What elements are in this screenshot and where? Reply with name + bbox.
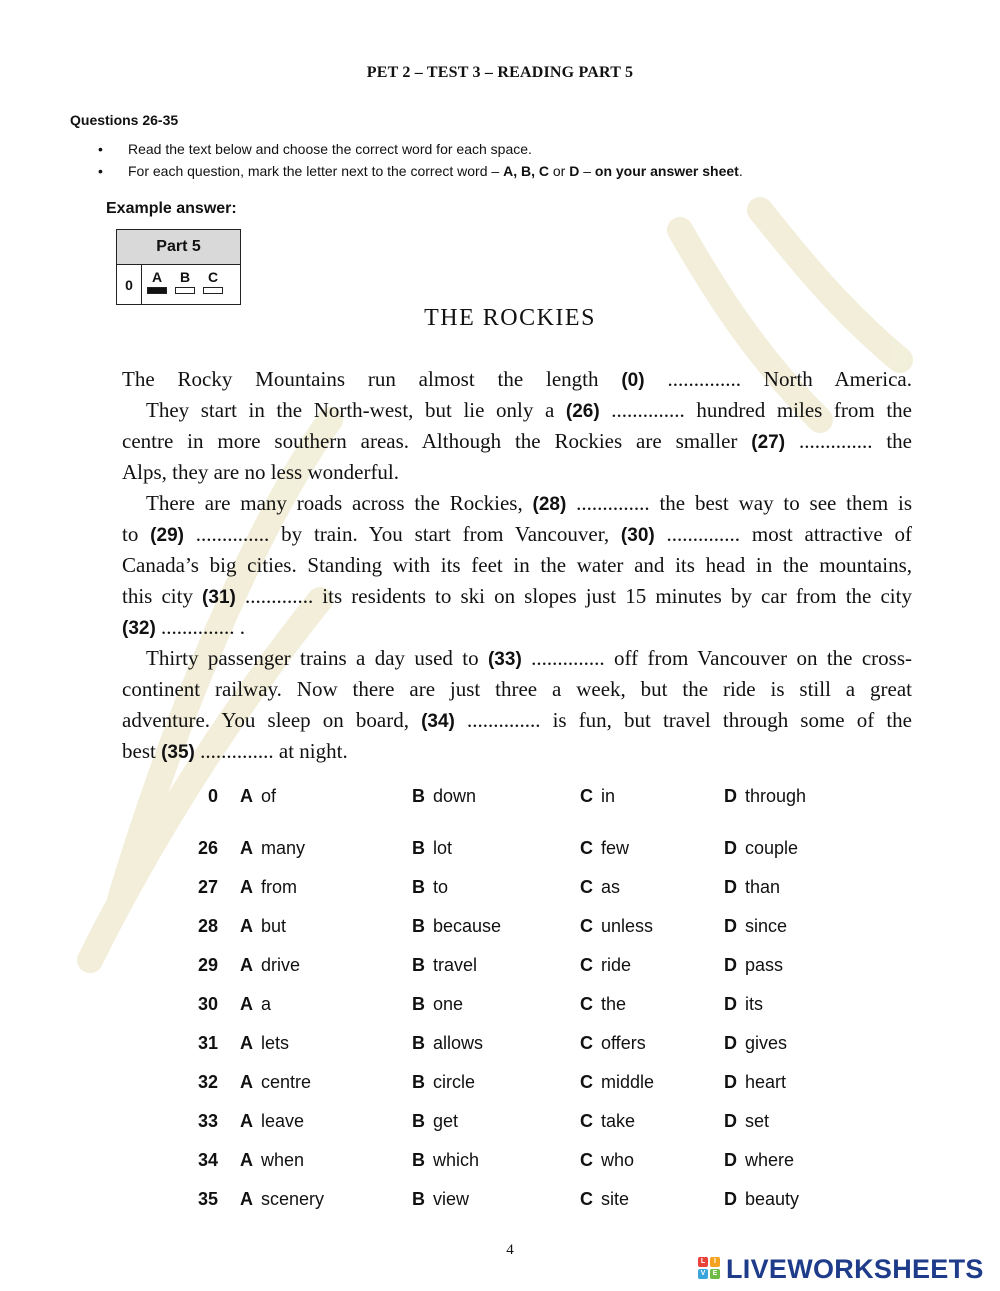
line-text: The Rocky Mountains run almost the length [122,367,622,391]
option-d[interactable] [724,877,780,898]
question-number: 0 [207,786,218,806]
passage-line [122,395,912,426]
instruction-item [98,140,743,162]
option-word: scenery [261,1189,325,1209]
option-b[interactable] [412,1150,479,1171]
option-letter: D [724,1033,737,1053]
option-a[interactable] [240,877,297,898]
option-word: leave [261,1111,305,1131]
question-number: 35 [197,1189,218,1209]
option-d[interactable] [724,838,798,859]
line-text: They start in the North-west, but lie only a [146,398,566,422]
option-word: when [261,1150,305,1170]
option-word: set [745,1111,770,1131]
gap-number: (26) [565,401,600,422]
gap-number: (35) [161,742,195,763]
question-number: 32 [197,1072,218,1092]
option-word: few [601,838,630,858]
option-a[interactable] [240,1111,304,1132]
option-letter: A [240,994,253,1014]
instruction-text: – [579,163,595,179]
option-letter: A [240,838,253,858]
option-d[interactable] [724,916,787,937]
instruction-text: . [738,163,743,179]
option-letter: B [412,1189,425,1209]
example-option-b: B [179,269,191,285]
option-word: get [433,1111,459,1131]
option-word: couple [745,838,799,858]
option-letter: B [412,1072,425,1092]
example-answer-box [116,229,241,305]
option-letter: A [240,916,253,936]
option-letter: D [724,994,737,1014]
option-letter: C [580,786,593,806]
option-word: many [261,838,306,858]
line-text: .............. . [155,615,246,639]
option-c[interactable] [580,955,631,976]
option-word: because [433,916,502,936]
option-b[interactable] [412,1072,475,1093]
option-c[interactable] [580,1189,629,1210]
instructions-list [98,140,743,184]
instruction-text: Read the text below and choose the correct word for each space. [128,141,532,157]
passage-text [122,364,912,767]
option-b[interactable] [412,838,452,859]
line-text: this city [122,584,203,608]
bullet-icon: • [98,163,103,179]
option-word: its [745,994,763,1014]
option-letter: C [580,1072,593,1092]
example-label: Example answer: [106,200,237,217]
option-letter: D [724,1189,737,1209]
option-a[interactable] [240,1072,311,1093]
option-letter: A [240,955,253,975]
instruction-bold: A, B, C [503,163,549,179]
question-number: 28 [197,916,218,936]
option-letter: A [240,1111,253,1131]
option-word: lot [433,838,453,858]
gap-number: (30) [620,525,655,546]
option-letter: D [724,838,737,858]
line-text: .............. at night. [194,739,348,763]
logo-icon: L I V E [698,1257,724,1283]
option-word: in [601,786,616,806]
option-b[interactable] [412,955,477,976]
gap-number: (28) [532,494,567,515]
option-letter: B [412,994,425,1014]
passage-line [122,519,912,550]
option-letter: D [724,1111,737,1131]
option-word: where [745,1150,795,1170]
line-text: .............. North America. [644,367,912,391]
gap-number: (31) [202,587,236,608]
example-number: 0 [117,265,142,305]
option-word: view [433,1189,470,1209]
line-text: .............. the [785,429,913,453]
option-d[interactable] [724,1072,786,1093]
option-letter: C [580,877,593,897]
option-letter: B [412,1033,425,1053]
gap-number: (34) [421,711,455,732]
passage-line [122,550,912,581]
option-row [0,786,1000,814]
option-row [0,916,1000,944]
option-a[interactable] [240,994,271,1015]
passage-line [122,457,912,488]
gap-number: (33) [487,649,522,670]
option-row [0,1072,1000,1100]
option-a[interactable] [240,1033,289,1054]
passage-line [122,426,912,457]
answer-mark-c[interactable] [203,287,223,294]
question-number: 33 [197,1111,218,1131]
passage-line [122,612,912,643]
option-word: circle [433,1072,476,1092]
option-b[interactable] [412,786,476,807]
passage-line [122,736,912,767]
option-letter: C [580,1111,593,1131]
passage-title: THE ROCKIES [424,305,596,331]
option-c[interactable] [580,994,626,1015]
option-row [0,1150,1000,1178]
question-number: 27 [197,877,218,897]
bullet-icon: • [98,141,103,157]
option-word: which [433,1150,480,1170]
gap-number: (32) [122,618,156,639]
option-word: since [745,916,788,936]
option-word: centre [261,1072,312,1092]
passage-line [122,674,912,705]
line-text: centre in more southern areas. Although the Rockies are smaller [122,429,752,453]
option-letter: A [240,1072,253,1092]
option-row [0,838,1000,866]
option-c[interactable] [580,1150,634,1171]
passage-line [122,643,912,674]
option-letter: B [412,1111,425,1131]
answer-mark-b[interactable] [175,287,195,294]
option-letter: D [724,955,737,975]
line-text: There are many roads across the Rockies, [146,491,533,515]
passage-line [122,705,912,736]
option-b[interactable] [412,1111,458,1132]
option-word: gives [745,1033,788,1053]
option-word: take [601,1111,636,1131]
line-text: Thirty passenger trains a day used to [146,646,488,670]
option-d[interactable] [724,1111,769,1132]
option-word: who [601,1150,635,1170]
option-letter: A [240,877,253,897]
question-number: 29 [197,955,218,975]
line-text: continent railway. Now there are just three a week, but the ride is still a great [122,677,912,701]
option-c[interactable] [580,1111,635,1132]
option-a[interactable] [240,955,300,976]
option-a[interactable] [240,838,305,859]
option-row [0,955,1000,983]
option-letter: D [724,1072,737,1092]
option-b[interactable] [412,1189,469,1210]
option-word: down [433,786,477,806]
option-a[interactable] [240,916,286,937]
option-c[interactable] [580,1033,646,1054]
option-letter: C [580,1033,593,1053]
option-word: unless [601,916,654,936]
line-text: ............. its residents to ski on slopes just 15 minutes by car from the city [235,584,912,608]
brand-name: LIVEWORKSHEETS [726,1254,984,1284]
option-d[interactable] [724,786,806,807]
line-text: adventure. You sleep on board, [122,708,422,732]
option-d[interactable] [724,1033,787,1054]
option-row [0,1033,1000,1061]
option-word: ride [601,955,632,975]
line-text: .............. off from Vancouver on the cross- [521,646,912,670]
option-letter: C [580,838,593,858]
option-row [0,1111,1000,1139]
option-word: from [261,877,297,897]
option-letter: C [580,1150,593,1170]
option-letter: D [724,1150,737,1170]
example-option-c: C [207,269,219,285]
option-b[interactable] [412,1033,483,1054]
option-a[interactable] [240,1189,324,1210]
option-letter: B [412,877,425,897]
question-number: 26 [197,838,218,858]
option-b[interactable] [412,877,448,898]
option-c[interactable] [580,877,620,898]
option-word: heart [745,1072,787,1092]
option-letter: B [412,786,425,806]
example-row [117,265,240,305]
option-a[interactable] [240,1150,304,1171]
option-word: beauty [745,1189,800,1209]
option-letter: B [412,838,425,858]
gap-number: (27) [751,432,786,453]
option-d[interactable] [724,994,763,1015]
questions-range: Questions 26-35 [70,112,179,128]
option-word: one [433,994,464,1014]
option-b[interactable] [412,916,501,937]
example-option-a: A [151,269,163,285]
option-letter: C [580,955,593,975]
option-letter: D [724,877,737,897]
line-text: .............. hundred miles from the [599,398,912,422]
option-letter: A [240,1150,253,1170]
option-c[interactable] [580,838,629,859]
option-d[interactable] [724,1189,799,1210]
gap-number: (0) [621,370,645,391]
line-text: .............. by train. You start from Vancouver, [183,522,621,546]
option-word: lets [261,1033,290,1053]
option-row [0,1189,1000,1217]
instruction-item [98,162,743,184]
option-letter: B [412,916,425,936]
option-word: site [601,1189,630,1209]
option-word: allows [433,1033,484,1053]
option-c[interactable] [580,916,653,937]
liveworksheets-logo [698,1254,994,1286]
question-number: 31 [197,1033,218,1053]
option-letter: A [240,1033,253,1053]
example-header: Part 5 [117,230,240,265]
option-word: pass [745,955,784,975]
instruction-bold: D [569,163,580,179]
gap-number: (29) [150,525,184,546]
option-letter: A [240,786,253,806]
option-word: of [261,786,277,806]
line-text: .............. the best way to see them is [566,491,913,515]
line-text: .............. is fun, but travel through some of the [454,708,912,732]
option-letter: B [412,1150,425,1170]
answer-mark-a[interactable] [147,287,167,294]
line-text: best [122,739,162,763]
option-word: through [745,786,807,806]
option-word: drive [261,955,301,975]
option-letter: C [580,994,593,1014]
option-word: middle [601,1072,655,1092]
option-letter: C [580,916,593,936]
instruction-text: or [548,163,570,179]
option-word: but [261,916,287,936]
option-letter: C [580,1189,593,1209]
line-text: Alps, they are no less wonderful. [122,460,400,484]
option-word: a [261,994,272,1014]
option-word: than [745,877,781,897]
option-letter: A [240,1189,253,1209]
option-d[interactable] [724,955,783,976]
option-c[interactable] [580,1072,654,1093]
option-word: travel [433,955,478,975]
option-a[interactable] [240,786,276,807]
instruction-text: For each question, mark the letter next to the correct word – [128,163,504,179]
instruction-bold: on your answer sheet [594,163,739,179]
option-row [0,877,1000,905]
page-title: PET 2 – TEST 3 – READING PART 5 [366,64,634,81]
passage-line [122,488,912,519]
question-number: 34 [197,1150,218,1170]
option-row [0,994,1000,1022]
option-word: to [433,877,449,897]
option-c[interactable] [580,786,615,807]
passage-line [122,364,912,395]
option-letter: B [412,955,425,975]
page-number: 4 [506,1242,514,1258]
passage-line [122,581,912,612]
line-text: .............. most attractive of [654,522,912,546]
line-text: Canada’s big cities. Standing with its feet in the water and its head in the mountains, [122,553,912,577]
option-d[interactable] [724,1150,794,1171]
option-letter: D [724,916,737,936]
option-letter: D [724,786,737,806]
option-word: the [601,994,627,1014]
option-b[interactable] [412,994,463,1015]
option-word: offers [601,1033,646,1053]
question-number: 30 [197,994,218,1014]
option-word: as [601,877,621,897]
line-text: to [122,522,151,546]
